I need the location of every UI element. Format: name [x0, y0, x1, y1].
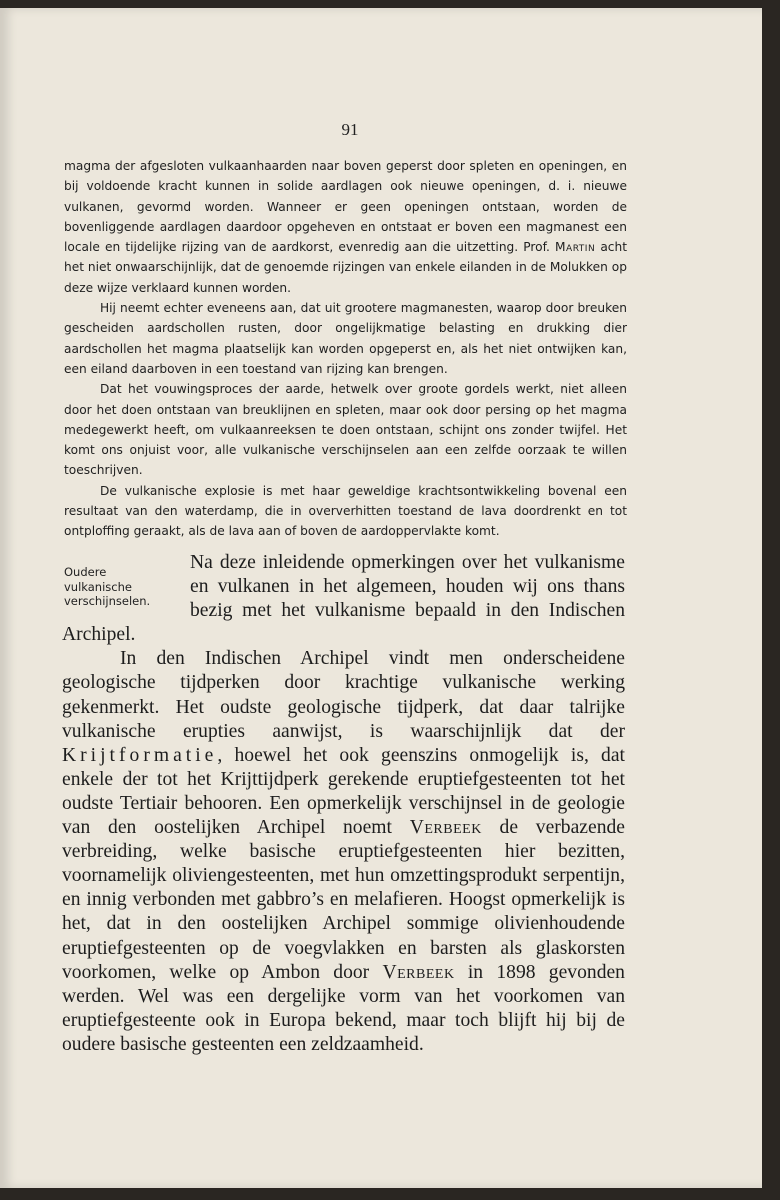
small-paragraph [64, 298, 627, 379]
small-paragraph [64, 481, 627, 542]
author-name: Verbeek [409, 817, 482, 839]
margin-spacer [62, 551, 190, 623]
author-name: Verbeek [382, 961, 455, 983]
main-paragraph [62, 551, 625, 647]
book-page [0, 8, 762, 1188]
page-number: 91 [341, 120, 359, 139]
text-run: magma der afgesloten vulkaanhaarden naar boven geperst door spleten en openingen, en bij voldoende kracht kunnen in solide aardlagen ook nieuwe openingen, d. i. nieuwe vulkanen, gevormd worden. Wanneer er geen openingen ontstaan, worden de bovenliggende aardlagen daardoor opgeheven en ontstaat er boven een magmanest een locale en tijdelijke rijzing van de aardkorst, evenredig aan die uitzetting. Prof. [64, 159, 627, 255]
text-run: Na deze inleidende opmerkingen over het vulkanisme en vulkanen in het algemeen, houden wij ons thans bezig met het vulkanisme bepaald in den Indischen Archipel. [62, 552, 625, 646]
text-run: de verbazende verbreiding, welke basische eruptiefgesteenten hier bezitten, voornamelijk oliviengesteenten, met hun omzettingsprodukt serpentijn, en innig verbonden met gabbro’s en melafieren. Hoogst opmerkelijk is het, dat in den oostelijken Archipel sommige olivienhoudende eruptiefgesteenten op de voegvlakken en barsten als glaskorsten voorkomen, welke op Ambon door [62, 817, 625, 983]
text-run: De vulkanische explosie is met haar geweldige krachtsontwikkeling bovenal een resultaat van den waterdamp, die in oververhitten toestand de lava doordrenkt en tot ontploffing geraakt, als de lava aan of boven de aardoppervlakte komt. [64, 483, 627, 539]
text-run: , hoewel het ook geenszins onmogelijk is, dat enkele der tot het Krijttijdperk gerekende eruptiefgesteenten tot het oudste Tertiair behooren. Een opmerkelijk verschijnsel in de geologie van den oostelijken Archipel noemt [62, 744, 625, 839]
text-run: Dat het vouwingsproces der aarde, hetwelk over groote gordels werkt, niet alleen door het doen ontstaan van breuklijnen en spleten, maar ook door persing op het magma medegewerkt heeft, om vulkaanreeksen te doen ontstaan, schijnt ons zonder twijfel. Het komt ons onjuist voor, alle vulkanische verschijnselen aan een zelfde oorzaak te willen toeschrijven. [64, 382, 627, 478]
text-run: Hij neemt echter eveneens aan, dat uit grootere magmanesten, waarop door breuken gescheiden aardschollen rusten, door ongelijkmatige belasting en drukking dier aardschollen het magma plaatselijk kan worden opgeperst en, als het niet ontwijken kan, een eiland daarboven in een toestand van rijzing kan brengen. [64, 301, 627, 376]
spaced-term: Krijtformatie [62, 744, 218, 766]
text-run: acht het niet onwaarschijnlijk, dat de genoemde rijzingen van enkele eilanden in de Molukken op deze wijze verklaard kunnen worden. [64, 240, 627, 295]
main-text-section [62, 551, 625, 1057]
small-paragraph [64, 379, 627, 480]
main-paragraph [62, 647, 625, 1057]
margin-note: Oudere vulkanische verschijnselen. [64, 565, 151, 608]
text-run: In den Indischen Archipel vindt men onderscheidene geologische tijdperken door krachtige vulkanische werking gekenmerkt. Het oudste geologische tijdperk, dat daar talrijke vulkanische erupties aanwijst, is waarschijnlijk dat der [62, 648, 625, 742]
small-print-section [64, 156, 627, 542]
author-name: Martin [555, 240, 596, 255]
text-run: in 1898 gevonden werden. Wel was een dergelijke vorm van het voorkomen van eruptiefgesteente ook in Europa bekend, maar toch blijft hij bij de oudere basische gesteenten een zeldzaamheid. [62, 961, 625, 1055]
small-paragraph [64, 156, 627, 298]
